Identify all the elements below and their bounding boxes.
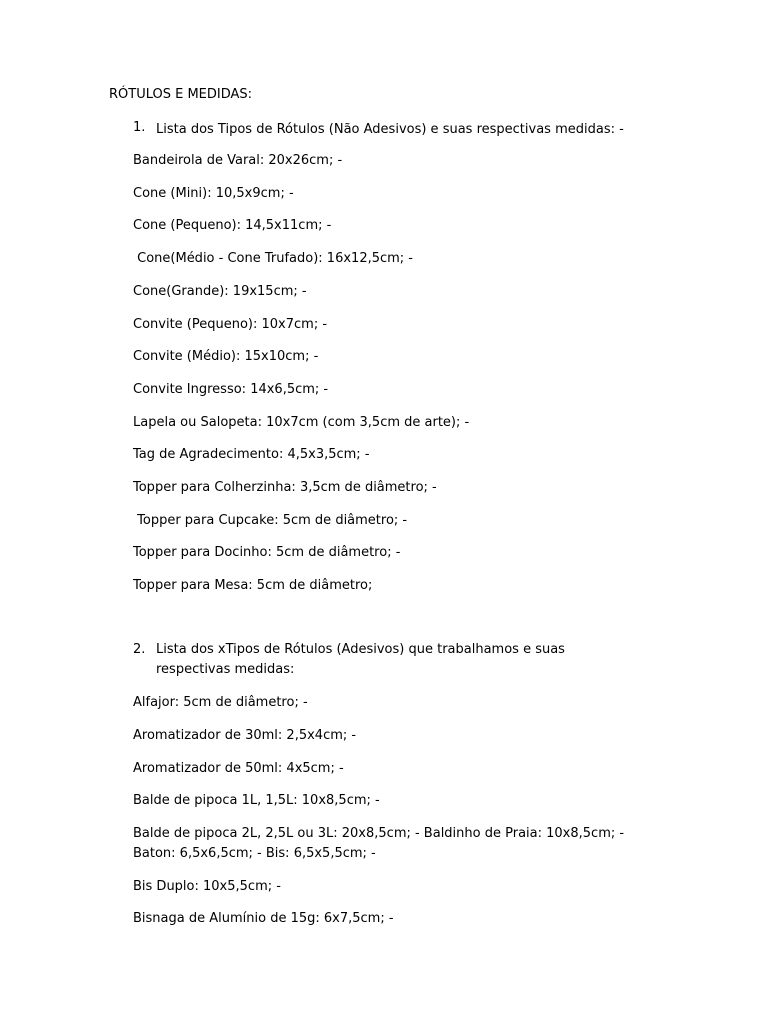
list-item: Tag de Agradecimento: 4,5x3,5cm; - — [133, 447, 370, 462]
document-heading: RÓTULOS E MEDIDAS: — [109, 87, 253, 102]
list-item: Convite (Pequeno): 10x7cm; - — [133, 317, 328, 332]
list-item: Bis Duplo: 10x5,5cm; - — [133, 879, 281, 894]
list-item: Balde de pipoca 2L, 2,5L ou 3L: 20x8,5cm; - Baldinho de Praia: 10x8,5cm; - Baton: 6,5x6,5cm; - Bis: 6,5x5,5cm; - — [133, 826, 625, 861]
list-item: Topper para Colherzinha: 3,5cm de diâmetro; - — [133, 480, 437, 495]
list-item: Aromatizador de 50ml: 4x5cm; - — [133, 761, 344, 776]
list-item: Cone (Pequeno): 14,5x11cm; - — [133, 218, 332, 233]
section-1-header — [133, 120, 633, 140]
list-item: Convite (Médio): 15x10cm; - — [133, 349, 319, 364]
list-item: Alfajor: 5cm de diâmetro; - — [133, 695, 308, 710]
list-item: Topper para Docinho: 5cm de diâmetro; - — [133, 545, 401, 560]
list-item: Bisnaga de Alumínio de 15g: 6x7,5cm; - — [133, 911, 394, 926]
list-item: Convite Ingresso: 14x6,5cm; - — [133, 382, 329, 397]
section-2-header — [133, 640, 633, 680]
section-2-number: 2. — [133, 642, 146, 657]
section-1-number: 1. — [133, 120, 146, 135]
list-item: Aromatizador de 30ml: 2,5x4cm; - — [133, 728, 357, 743]
list-item: Cone (Mini): 10,5x9cm; - — [133, 186, 294, 201]
list-item: Topper para Mesa: 5cm de diâmetro; — [133, 578, 373, 593]
list-item: Topper para Cupcake: 5cm de diâmetro; - — [133, 513, 408, 528]
list-item: Cone(Médio - Cone Trufado): 16x12,5cm; - — [133, 251, 414, 266]
list-item: Cone(Grande): 19x15cm; - — [133, 284, 307, 299]
list-item: Lapela ou Salopeta: 10x7cm (com 3,5cm de arte); - — [133, 415, 470, 430]
list-item: Bandeirola de Varal: 20x26cm; - — [133, 153, 343, 168]
section-1-title: Lista dos Tipos de Rótulos (Não Adesivos) e suas respectivas medidas: - — [156, 122, 624, 137]
list-item: Balde de pipoca 1L, 1,5L: 10x8,5cm; - — [133, 793, 380, 808]
section-2-title: Lista dos xTipos de Rótulos (Adesivos) que trabalhamos e suas respectivas medidas: — [156, 642, 565, 677]
